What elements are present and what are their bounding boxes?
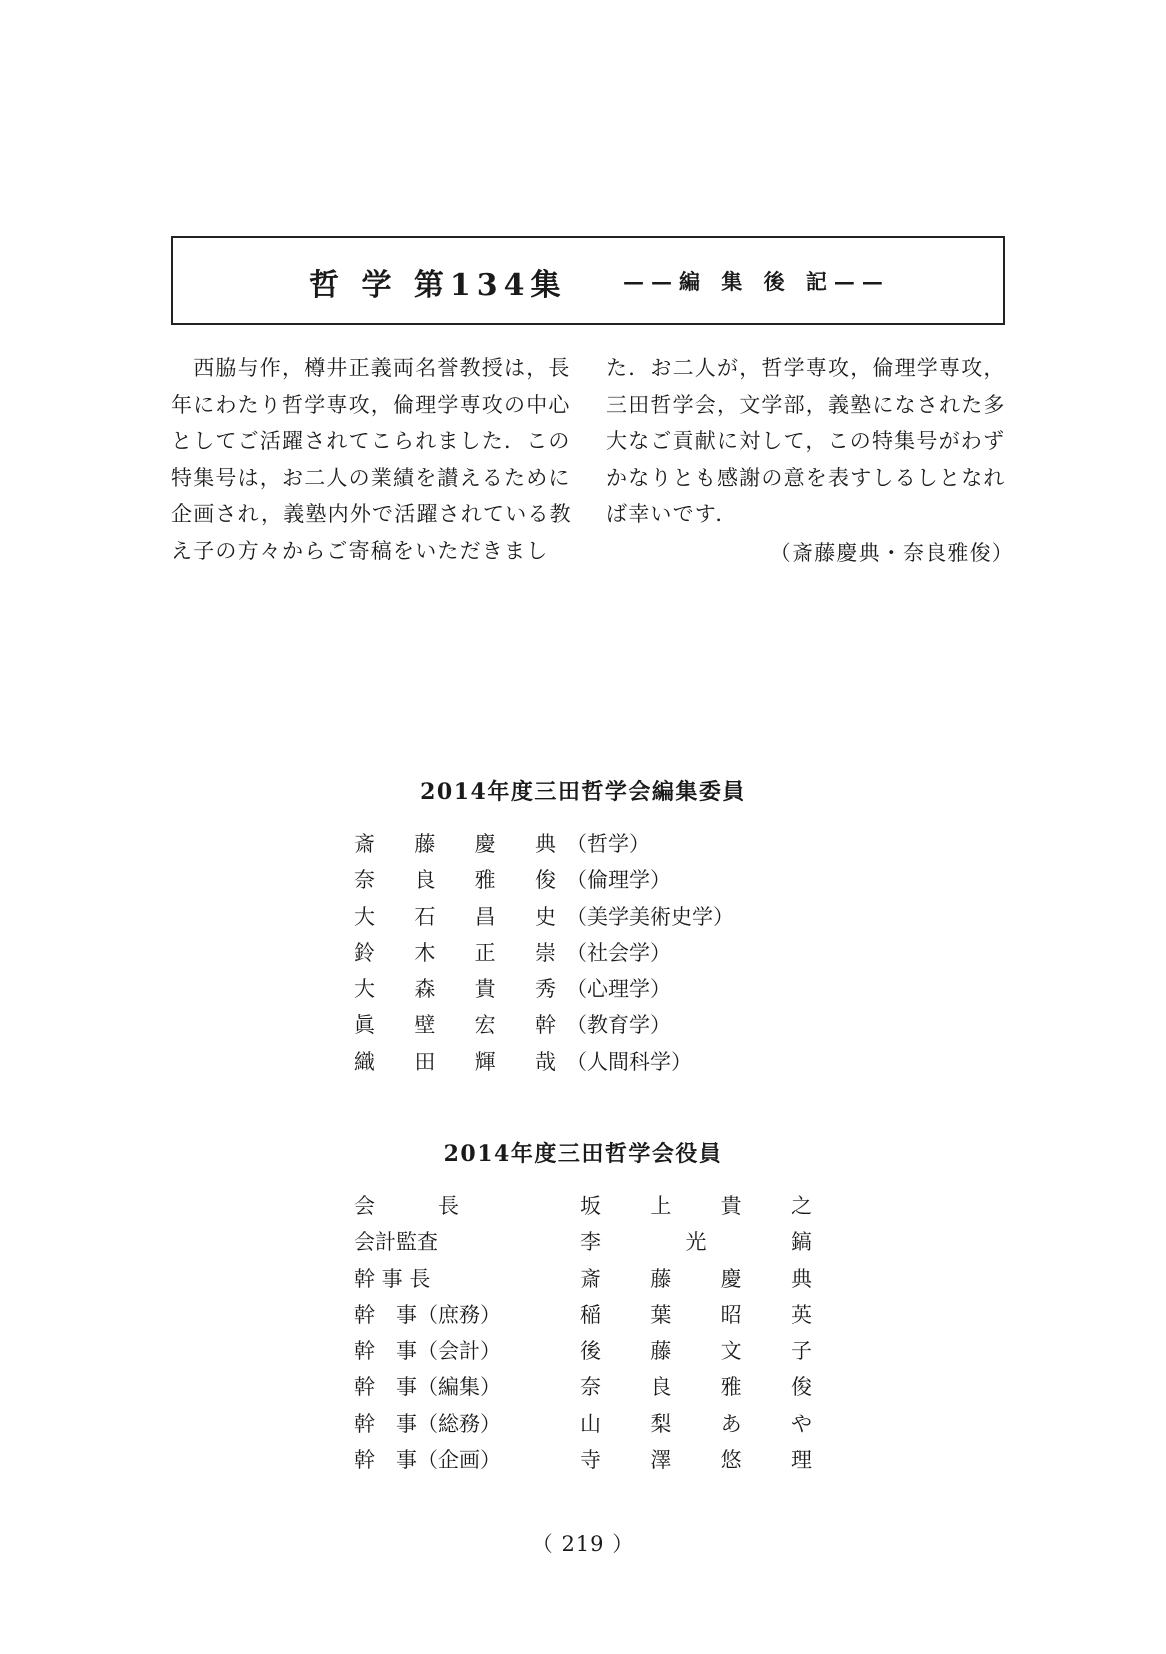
editorial-right-column xyxy=(606,350,1014,571)
officer-row xyxy=(354,1297,814,1333)
committee-title: 2014年度三田哲学会編集委員 xyxy=(420,779,746,805)
officer-role: 会計監査 xyxy=(354,1230,438,1255)
officer-role: 幹 事（会計） xyxy=(354,1339,501,1364)
officer-row xyxy=(354,1406,814,1442)
member-dept: （教育学） xyxy=(566,1013,671,1038)
officer-role: 幹 事（総務） xyxy=(354,1411,501,1436)
officer-role: 会 長 xyxy=(354,1194,459,1218)
officer-row xyxy=(354,1369,814,1405)
member-name: 織田輝哉 xyxy=(354,1049,556,1074)
officer-name: 稲葉昭英 xyxy=(580,1302,812,1327)
member-name: 斎藤慶典 xyxy=(354,832,556,856)
header-box xyxy=(171,236,1005,325)
journal-title: 哲 学 第134集 xyxy=(309,268,567,303)
editorial-line: 西脇与作，樽井正義両名誉教授は，長 xyxy=(171,356,571,380)
editorial-line: え子の方々からご寄稿をいただきまし xyxy=(171,538,549,563)
member-name: 眞壁宏幹 xyxy=(354,1013,556,1038)
member-name: 大石昌史 xyxy=(354,904,556,929)
editorial-line: 特集号は，お二人の業績を讃えるために xyxy=(171,465,571,490)
committee-member xyxy=(354,1007,754,1043)
editorial-left-column xyxy=(171,350,579,569)
officer-role: 幹 事 長 xyxy=(354,1266,431,1291)
officer-row xyxy=(354,1333,814,1369)
officer-name: 斎藤慶典 xyxy=(580,1266,812,1291)
member-name: 奈良雅俊 xyxy=(354,868,556,893)
officer-row xyxy=(354,1188,814,1224)
committee-member xyxy=(354,899,754,935)
member-name: 鈴木正崇 xyxy=(354,940,556,965)
editorial-line: 企画され，義塾内外で活躍されている教 xyxy=(171,502,572,526)
editorial-line: かなりとも感謝の意を表すしるしとなれ xyxy=(606,465,1006,490)
editorial-line: た．お二人が，哲学専攻，倫理学専攻， xyxy=(606,356,1006,380)
editorial-line: としてご活躍されてこられました．この xyxy=(171,429,571,453)
member-dept: （倫理学） xyxy=(566,868,671,893)
editorial-signature: （斎藤慶典・奈良雅俊） xyxy=(769,540,1014,565)
officer-role: 幹 事（企画） xyxy=(354,1448,501,1473)
officer-name: 後藤文子 xyxy=(580,1339,812,1364)
member-dept: （人間科学） xyxy=(566,1049,692,1074)
committee-member xyxy=(354,971,754,1007)
committee-member xyxy=(354,862,754,898)
officer-name: 奈良雅俊 xyxy=(580,1375,812,1400)
officer-name: 李 光 鎬 xyxy=(580,1230,812,1255)
committee-member xyxy=(354,1044,754,1080)
officer-row xyxy=(354,1261,814,1297)
officer-name: 山梨あや xyxy=(580,1411,812,1436)
officer-name: 坂上貴之 xyxy=(580,1194,812,1218)
officer-role: 幹 事（庶務） xyxy=(354,1302,501,1327)
committee-member xyxy=(354,935,754,971)
section-subtitle: ——編 集 後 記—— xyxy=(623,269,890,294)
member-dept: （心理学） xyxy=(566,977,671,1002)
page-number: （ 219 ） xyxy=(531,1532,635,1556)
committee-member xyxy=(354,826,754,862)
member-dept: （哲学） xyxy=(566,832,650,856)
member-dept: （社会学） xyxy=(566,940,671,965)
committee-list xyxy=(354,826,754,1080)
editorial-line: 大なご貢献に対して，この特集号がわず xyxy=(606,429,1006,453)
editorial-line: 三田哲学会，文学部，義塾になされた多 xyxy=(606,392,1006,417)
member-name: 大森貴秀 xyxy=(354,977,556,1002)
officers-title: 2014年度三田哲学会役員 xyxy=(443,1141,723,1167)
officers-list xyxy=(354,1188,814,1478)
officer-role: 幹 事（編集） xyxy=(354,1375,501,1400)
member-dept: （美学美術史学） xyxy=(566,904,734,929)
officer-row xyxy=(354,1224,814,1260)
editorial-line: ば幸いです． xyxy=(606,502,738,526)
editorial-line: 年にわたり哲学専攻，倫理学専攻の中心 xyxy=(171,392,571,417)
officer-row xyxy=(354,1442,814,1478)
officer-name: 寺澤悠理 xyxy=(580,1448,812,1473)
